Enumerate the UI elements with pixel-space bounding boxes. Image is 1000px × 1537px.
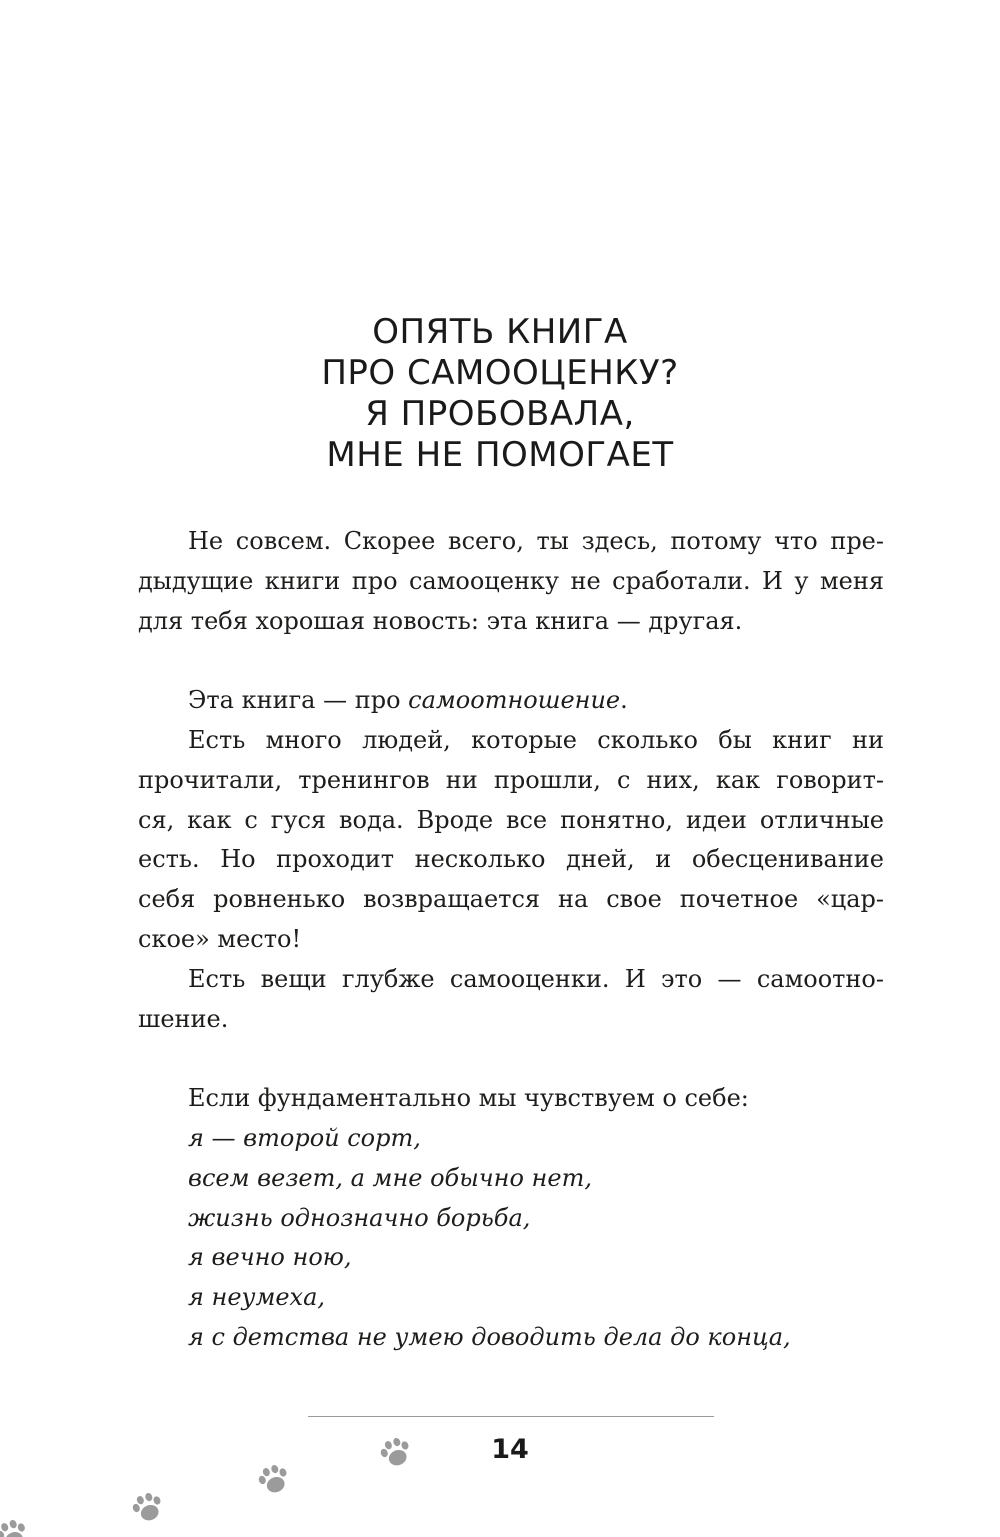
emphasis-text: я с детства не умею доводить дела до конца, — [188, 1322, 791, 1351]
text-line: Есть много людей, которые сколько бы книг ни — [188, 725, 884, 754]
title-line: МНЕ НЕ ПОМОГАЕТ — [326, 435, 674, 475]
list-item — [138, 1199, 884, 1239]
emphasis-text: самоотношение — [408, 686, 621, 715]
text-span: . — [620, 686, 628, 715]
emphasis-text: я — второй сорт, — [188, 1123, 421, 1152]
text-line: есть. Но проходит несколько дней, и обесценивание — [138, 845, 884, 874]
body-text — [138, 522, 884, 1358]
text-line — [138, 681, 884, 721]
chapter-title — [0, 312, 1000, 476]
emphasis-text: я неумеха, — [188, 1283, 326, 1312]
text-line: для тебя хорошая новость: эта книга — другая. — [138, 606, 743, 635]
text-line: ся, как с гуся вода. Вроде все понятно, идеи отличные — [138, 805, 884, 834]
title-line: ПРО САМООЦЕНКУ? — [321, 353, 679, 393]
text-line: Если фундаментально мы чувствуем о себе: — [188, 1084, 749, 1113]
paw-print-icon — [0, 1515, 36, 1537]
list-item — [138, 1159, 884, 1199]
paw-print-icon — [130, 1490, 166, 1526]
paw-print-icon — [378, 1435, 414, 1471]
text-line: себя ровненько возвращается на свое почетное «цар- — [138, 885, 884, 914]
list-item — [138, 1318, 884, 1358]
title-line: Я ПРОБОВАЛА, — [365, 394, 635, 434]
text-line: ское» место! — [138, 924, 302, 953]
text-line: дыдущие книги про самооценку не сработали. И у меня — [138, 566, 884, 595]
list-item — [138, 1119, 884, 1159]
emphasis-text: всем везет, а мне обычно нет, — [188, 1163, 592, 1192]
paw-print-icon — [256, 1462, 292, 1498]
list-item — [138, 1278, 884, 1318]
emphasis-text: я вечно ною, — [188, 1243, 352, 1272]
page-number: 14 — [491, 1434, 529, 1465]
footer-divider — [308, 1416, 714, 1417]
emphasis-text: жизнь однозначно борьба, — [188, 1203, 531, 1232]
text-span: Эта книга — про — [188, 686, 409, 715]
text-line: Есть вещи глубже самооценки. И это — самоотно- — [188, 964, 884, 993]
list-item — [138, 1238, 884, 1278]
text-line: шение. — [138, 1004, 229, 1033]
text-line: прочитали, тренингов ни прошли, с них, как говорит- — [138, 765, 884, 794]
text-line: Не совсем. Скорее всего, ты здесь, потому что пре- — [188, 527, 884, 555]
title-line: ОПЯТЬ КНИГА — [372, 312, 628, 352]
